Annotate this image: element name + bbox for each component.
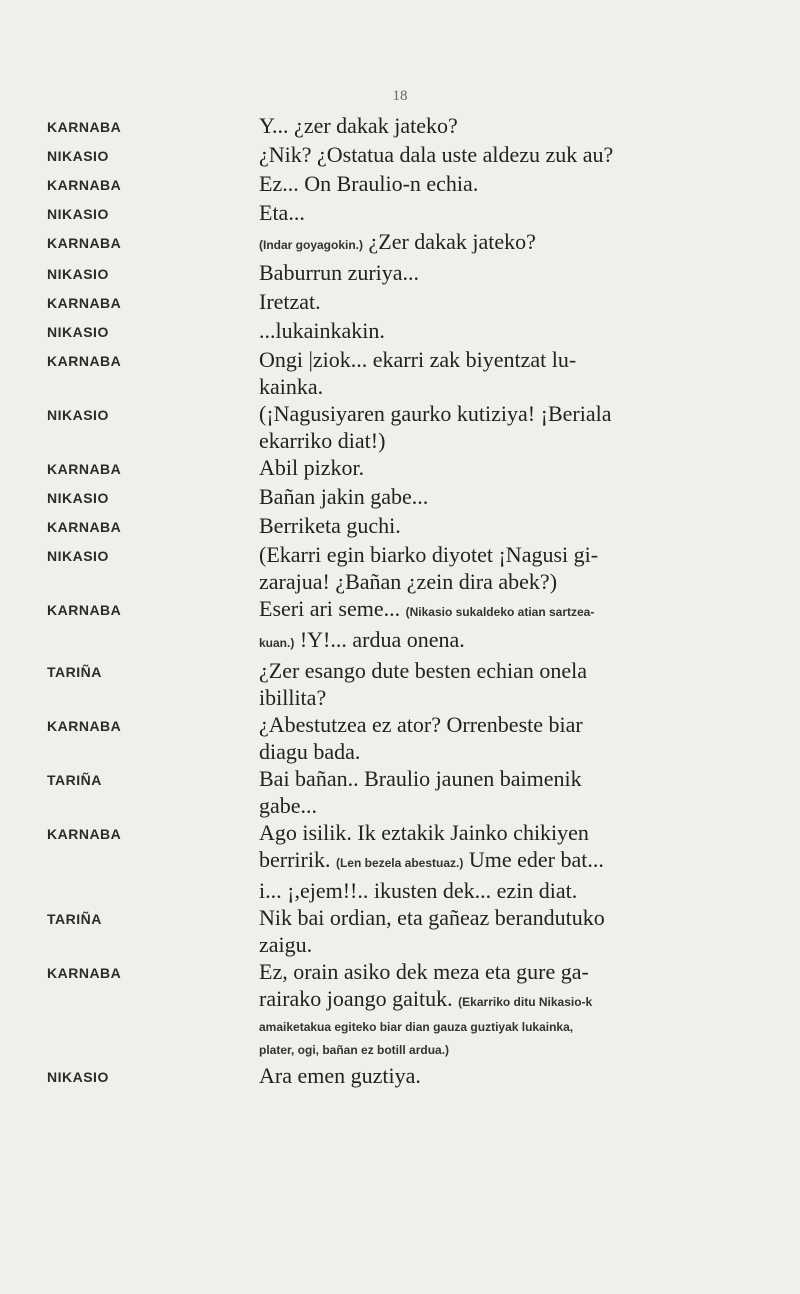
- speech: Ez... On Braulio-n echia.: [259, 171, 479, 196]
- speaker: NIKASIO: [47, 206, 109, 222]
- dialogue-line: [47, 958, 747, 1062]
- dialogue-line: [47, 765, 747, 819]
- stage-direction: amaiketakua egiteko biar dian gauza guztiyak lukainka,: [259, 1020, 574, 1034]
- dialogue-line: [47, 904, 747, 958]
- speaker: TARIÑA: [47, 911, 102, 927]
- speaker: NIKASIO: [47, 148, 109, 164]
- speech: ¿Abestutzea ez ator? Orrenbeste biar diagu bada.: [259, 712, 583, 764]
- dialogue-line: [47, 317, 747, 346]
- speaker: NIKASIO: [47, 266, 109, 282]
- dialogue-line: [47, 454, 747, 483]
- speech: Ez, orain asiko dek meza eta gure ga- rairako joango gaituk. (Ekarriko ditu Nikasio-k amaiketakua egiteko biar dian gauza guztiyak lukainka, plater, ogi, bañan ez botill ardua.): [259, 958, 747, 1062]
- dialogue-line: [47, 1062, 747, 1091]
- dialogue-line: [47, 170, 747, 199]
- dialogue-line: [47, 483, 747, 512]
- dialogue-line: [47, 711, 747, 765]
- dialogue-line: [47, 657, 747, 711]
- dialogue-line: [47, 259, 747, 288]
- speech: Bai bañan.. Braulio jaunen baimenik gabe...: [259, 766, 582, 818]
- dialogue-line: [47, 228, 747, 259]
- speaker: NIKASIO: [47, 548, 109, 564]
- dialogue-line: [47, 199, 747, 228]
- speaker: KARNABA: [47, 965, 122, 981]
- speech: (¡Nagusiyaren gaurko kutiziya! ¡Beriala ekarriko diat!): [259, 401, 612, 453]
- dialogue-line: [47, 541, 747, 595]
- dialogue-line: [47, 819, 747, 904]
- speaker: KARNABA: [47, 602, 122, 618]
- speech: ¿Zer esango dute besten echian onela ibillita?: [259, 658, 588, 710]
- speaker: TARIÑA: [47, 664, 102, 680]
- speech: Eseri ari seme... (Nikasio sukaldeko atian sartzea- kuan.) !Y!... ardua onena.: [259, 596, 595, 652]
- speech: ¿Nik? ¿Ostatua dala uste aldezu zuk au?: [259, 142, 614, 167]
- dialogue-line: [47, 288, 747, 317]
- speech: Bañan jakin gabe...: [259, 484, 429, 509]
- speech: Y... ¿zer dakak jateko?: [259, 113, 458, 138]
- speaker: NIKASIO: [47, 324, 109, 340]
- speaker: NIKASIO: [47, 407, 109, 423]
- speech: Berriketa guchi.: [259, 513, 401, 538]
- speaker: TARIÑA: [47, 772, 102, 788]
- dialogue-line: [47, 400, 747, 454]
- speaker: KARNABA: [47, 353, 122, 369]
- stage-direction: (Indar goyagokin.): [259, 238, 364, 252]
- speaker: KARNABA: [47, 718, 122, 734]
- dialogue-line: [47, 512, 747, 541]
- stage-direction: (Ekarriko ditu Nikasio-k: [458, 995, 593, 1009]
- speech: Ago isilik. Ik eztakik Jainko chikiyen berririk. (Len bezela abestuaz.) Ume eder bat... i... ¡,ejem!!.. ikusten dek... ezin diat.: [259, 820, 604, 903]
- speaker: NIKASIO: [47, 1069, 109, 1085]
- speaker: KARNABA: [47, 235, 122, 251]
- page-number: 18: [392, 88, 408, 104]
- speaker: KARNABA: [47, 826, 122, 842]
- stage-direction: (Len bezela abestuaz.): [335, 856, 464, 870]
- speaker: KARNABA: [47, 177, 122, 193]
- speech: Abil pizkor.: [259, 455, 365, 480]
- speech: Iretzat.: [259, 289, 321, 314]
- dialogue-line: [47, 595, 747, 657]
- speech: Ongi |ziok... ekarri zak biyentzat lu- kainka.: [259, 347, 577, 399]
- speech: Ara emen guztiya.: [259, 1063, 421, 1088]
- dialogue-line: [47, 141, 747, 170]
- speaker: NIKASIO: [47, 490, 109, 506]
- speaker: KARNABA: [47, 519, 122, 535]
- speaker: KARNABA: [47, 119, 122, 135]
- stage-direction: kuan.): [259, 636, 295, 650]
- dialogue-line: [47, 112, 747, 141]
- speech: ...lukainkakin.: [259, 318, 385, 343]
- stage-direction: plater, ogi, bañan ez botill ardua.): [259, 1043, 450, 1057]
- speech: (Indar goyagokin.) ¿Zer dakak jateko?: [259, 229, 536, 254]
- dialogue: [47, 112, 747, 1091]
- speech: Nik bai ordian, eta gañeaz berandutuko zaigu.: [259, 905, 605, 957]
- speech: Eta...: [259, 200, 305, 225]
- speaker: KARNABA: [47, 461, 122, 477]
- speech: (Ekarri egin biarko diyotet ¡Nagusi gi- zarajua! ¿Bañan ¿zein dira abek?): [259, 542, 599, 594]
- speaker: KARNABA: [47, 295, 122, 311]
- stage-direction: (Nikasio sukaldeko atian sartzea-: [405, 605, 595, 619]
- dialogue-line: [47, 346, 747, 400]
- speech: Baburrun zuriya...: [259, 260, 420, 285]
